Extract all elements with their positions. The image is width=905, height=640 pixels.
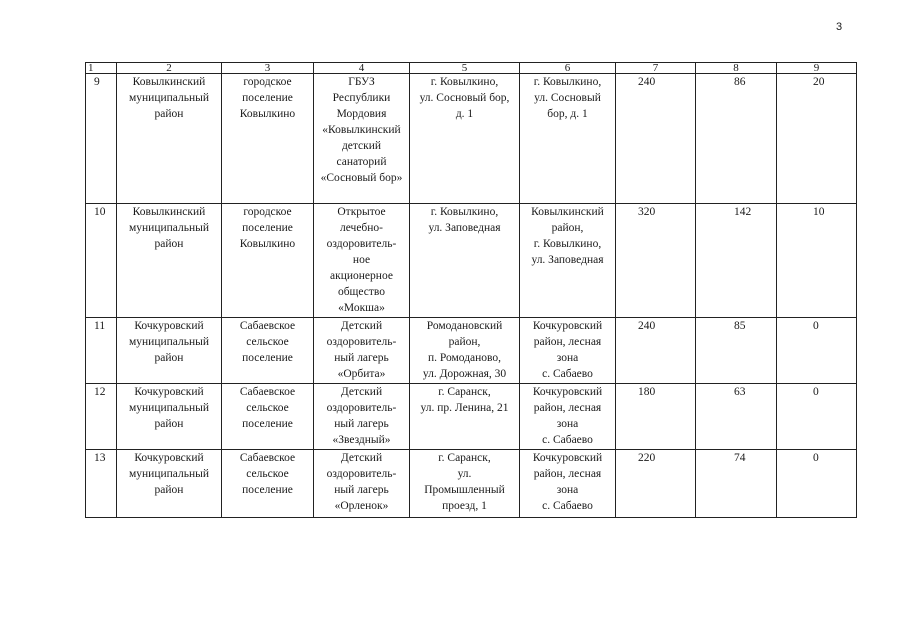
legal-address-cell: г. Саранск, ул. пр. Ленина, 21 — [410, 384, 520, 450]
organization-cell: Детский оздоровитель- ный лагерь «Орленок» — [314, 450, 410, 518]
column-number: 4 — [314, 63, 410, 74]
facilities-table — [85, 62, 857, 518]
settlement-cell: Сабаевское сельское поселение — [222, 318, 314, 384]
row-number: 12 — [86, 384, 117, 450]
settlement-cell: городское поселение Ковылкино — [222, 204, 314, 318]
district-cell: Кочкуровский муниципальный район — [117, 384, 222, 450]
value-col7: 180 — [616, 384, 696, 450]
value-col8: 63 — [696, 384, 777, 450]
row-number: 11 — [86, 318, 117, 384]
column-number: 3 — [222, 63, 314, 74]
value-col9: 0 — [777, 450, 857, 518]
table-row — [86, 384, 857, 450]
column-number: 7 — [616, 63, 696, 74]
actual-address-cell: г. Ковылкино, ул. Сосновый бор, д. 1 — [520, 74, 616, 204]
value-col7: 220 — [616, 450, 696, 518]
legal-address-cell: г. Ковылкино, ул. Сосновый бор, д. 1 — [410, 74, 520, 204]
settlement-cell: Сабаевское сельское поселение — [222, 384, 314, 450]
actual-address-cell: Кочкуровский район, лесная зона с. Сабаево — [520, 450, 616, 518]
value-col8: 142 — [696, 204, 777, 318]
column-number-row — [86, 63, 857, 74]
row-number: 9 — [86, 74, 117, 204]
district-cell: Кочкуровский муниципальный район — [117, 450, 222, 518]
column-number: 6 — [520, 63, 616, 74]
organization-cell: ГБУЗ Республики Мордовия «Ковылкинский детский санаторий «Сосновый бор» — [314, 74, 410, 204]
organization-cell: Открытое лечебно- оздоровитель- ное акционерное общество «Мокша» — [314, 204, 410, 318]
page-number: 3 — [836, 21, 843, 33]
column-number: 8 — [696, 63, 777, 74]
value-col9: 10 — [777, 204, 857, 318]
district-cell: Кочкуровский муниципальный район — [117, 318, 222, 384]
actual-address-cell: Кочкуровский район, лесная зона с. Сабаево — [520, 384, 616, 450]
table-row — [86, 74, 857, 204]
value-col7: 320 — [616, 204, 696, 318]
column-number: 1 — [86, 63, 117, 74]
district-cell: Ковылкинский муниципальный район — [117, 74, 222, 204]
actual-address-cell: Кочкуровский район, лесная зона с. Сабаево — [520, 318, 616, 384]
value-col9: 0 — [777, 384, 857, 450]
legal-address-cell: г. Ковылкино, ул. Заповедная — [410, 204, 520, 318]
organization-cell: Детский оздоровитель- ный лагерь «Орбита» — [314, 318, 410, 384]
value-col8: 86 — [696, 74, 777, 204]
value-col9: 0 — [777, 318, 857, 384]
row-number: 13 — [86, 450, 117, 518]
district-cell: Ковылкинский муниципальный район — [117, 204, 222, 318]
value-col8: 85 — [696, 318, 777, 384]
legal-address-cell: г. Саранск, ул. Промышленный проезд, 1 — [410, 450, 520, 518]
column-number: 9 — [777, 63, 857, 74]
settlement-cell: городское поселение Ковылкино — [222, 74, 314, 204]
legal-address-cell: Ромодановский район, п. Ромоданово, ул. Дорожная, 30 — [410, 318, 520, 384]
settlement-cell: Сабаевское сельское поселение — [222, 450, 314, 518]
column-number: 5 — [410, 63, 520, 74]
row-number: 10 — [86, 204, 117, 318]
value-col7: 240 — [616, 318, 696, 384]
organization-cell: Детский оздоровитель- ный лагерь «Звездный» — [314, 384, 410, 450]
value-col9: 20 — [777, 74, 857, 204]
value-col8: 74 — [696, 450, 777, 518]
actual-address-cell: Ковылкинский район, г. Ковылкино, ул. Заповедная — [520, 204, 616, 318]
column-number: 2 — [117, 63, 222, 74]
table-row — [86, 450, 857, 518]
table-row — [86, 204, 857, 318]
table-row — [86, 318, 857, 384]
value-col7: 240 — [616, 74, 696, 204]
